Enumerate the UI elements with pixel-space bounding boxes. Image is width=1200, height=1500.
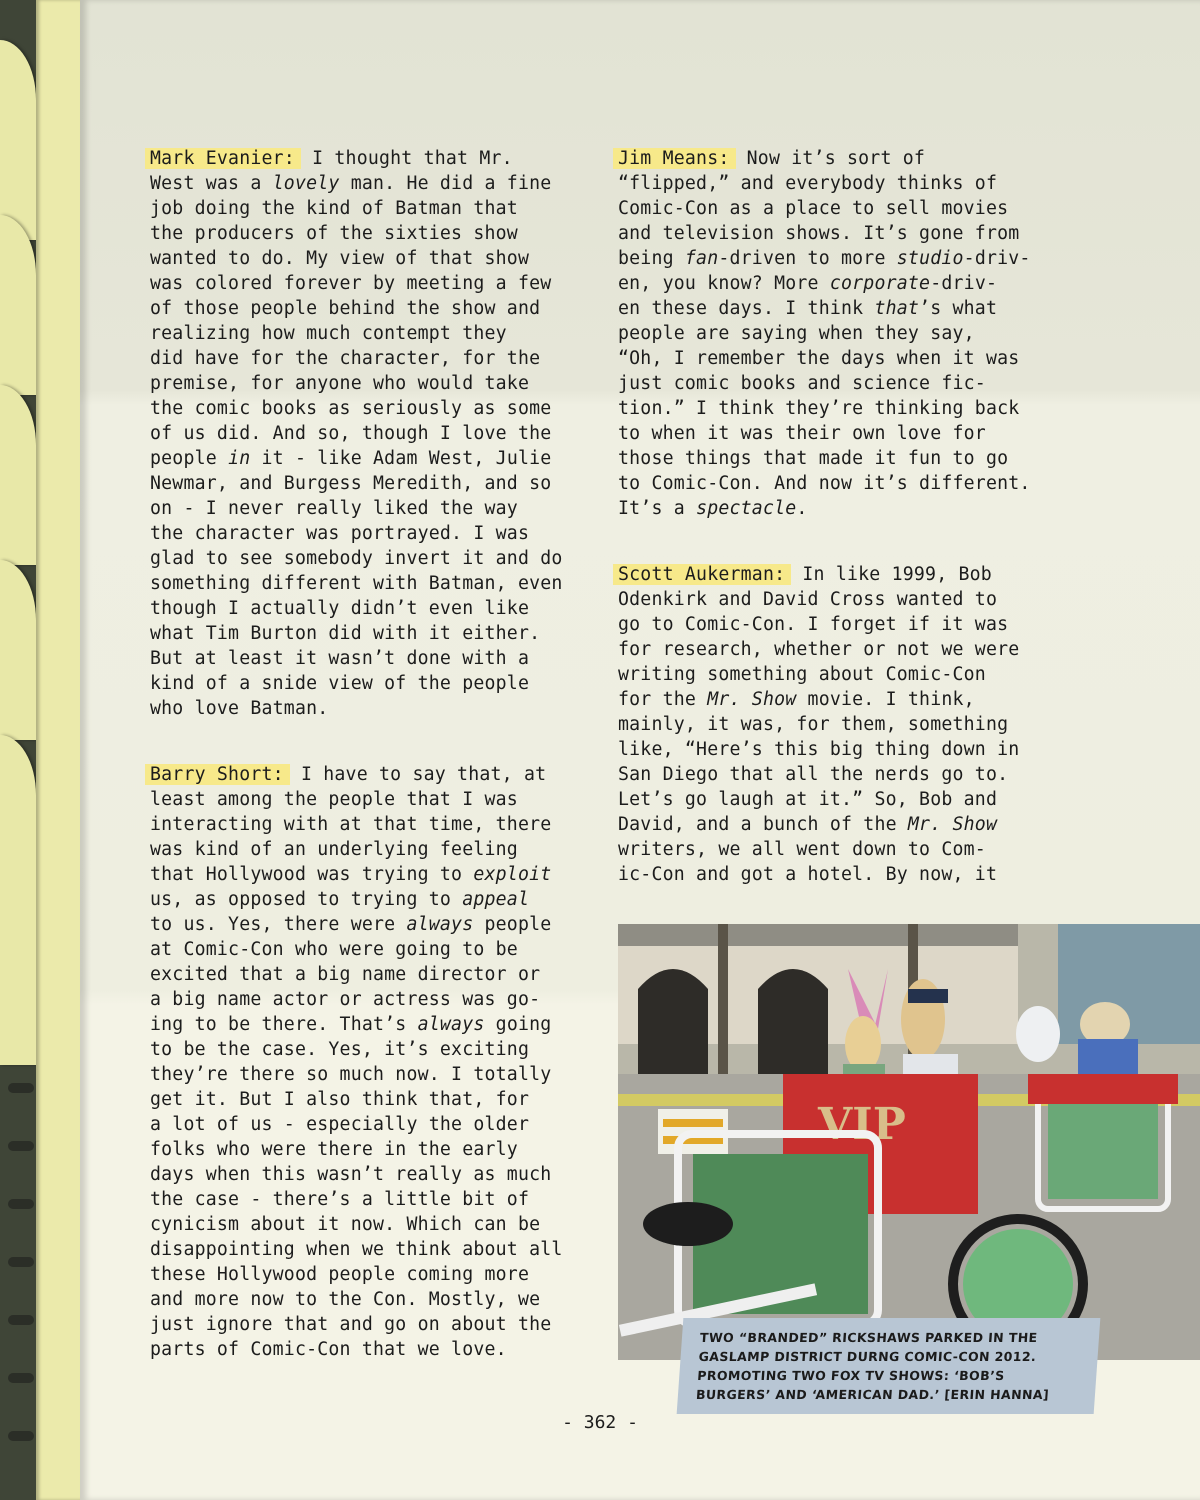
- text-line: glad to see somebody invert it and do: [150, 548, 563, 569]
- emphasis: Mr. Show: [907, 814, 998, 835]
- text-line: for research, whether or not we were: [618, 639, 1020, 660]
- binder-tab: [0, 560, 36, 740]
- text-line: job doing the kind of Batman that: [150, 198, 518, 219]
- text-line: a big name actor or actress was go-: [150, 989, 541, 1010]
- text-line: those things that made it fun to go: [618, 448, 1009, 469]
- quote-paragraph: [618, 562, 1068, 887]
- text-line: But at least it wasn’t done with a: [150, 648, 530, 669]
- text-line: was kind of an underlying feeling: [150, 839, 518, 860]
- binder-tab: [0, 735, 36, 1065]
- text-line: “flipped,” and everybody thinks of: [618, 173, 998, 194]
- text-line: people are saying when they say,: [618, 323, 975, 344]
- text-line: to when it was their own love for: [618, 423, 986, 444]
- text-line: for the Mr. Show movie. I think,: [618, 689, 975, 710]
- text-line: just comic books and science fic-: [618, 373, 986, 394]
- text-line: en, you know? More corporate-driv-: [618, 273, 998, 294]
- text-line: get it. But I also think that, for: [150, 1089, 530, 1110]
- left-column: [150, 146, 600, 1362]
- text-line: disappointing when we think about all: [150, 1239, 563, 1260]
- photo-illustration: [618, 924, 1200, 1360]
- text-line: to Comic-Con. And now it’s different.: [618, 473, 1031, 494]
- quote-paragraph: [150, 762, 600, 1362]
- text-line: Scott Aukerman: In like 1999, Bob: [618, 562, 1068, 587]
- text-line: Let’s go laugh at it.” So, Bob and: [618, 789, 998, 810]
- text-line: days when this wasn’t really as much: [150, 1164, 552, 1185]
- emphasis: in: [228, 448, 251, 469]
- emphasis: that: [874, 298, 920, 319]
- text-line: realizing how much contempt they: [150, 323, 507, 344]
- text-line: of us did. And so, though I love the: [150, 423, 552, 444]
- text-line: en these days. I think that’s what: [618, 298, 998, 319]
- text-line: San Diego that all the nerds go to.: [618, 764, 1009, 785]
- binder-ring: [8, 1083, 34, 1093]
- emphasis: studio: [896, 248, 964, 269]
- quote-paragraph: [150, 146, 600, 721]
- text-line: excited that a big name director or: [150, 964, 541, 985]
- emphasis: lovely: [272, 173, 340, 194]
- emphasis: always: [417, 1014, 485, 1035]
- binder-edge: [0, 0, 36, 1500]
- text-line: the character was portrayed. I was: [150, 523, 530, 544]
- quote-paragraph: [618, 146, 1068, 521]
- text-line: wanted to do. My view of that show: [150, 248, 530, 269]
- text-line: West was a lovely man. He did a fine: [150, 173, 552, 194]
- text-line: Barry Short: I have to say that, at: [150, 762, 600, 787]
- text-line: did have for the character, for the: [150, 348, 541, 369]
- text-line: what Tim Burton did with it either.: [150, 623, 541, 644]
- emphasis: fan: [684, 248, 719, 269]
- text-line: go to Comic-Con. I forget if it was: [618, 614, 1009, 635]
- emphasis: Mr. Show: [707, 689, 797, 710]
- text-line: It’s a spectacle.: [618, 498, 808, 519]
- page-number: - 362 -: [562, 1412, 638, 1433]
- text-line: to us. Yes, there were always people: [150, 914, 552, 935]
- binder-tab: [0, 40, 36, 240]
- text-line: premise, for anyone who would take: [150, 373, 530, 394]
- text-line: they’re there so much now. I totally: [150, 1064, 552, 1085]
- text-line: David, and a bunch of the Mr. Show: [618, 814, 998, 835]
- binder-ring: [8, 1141, 34, 1151]
- rickshaw-photo: [618, 924, 1200, 1360]
- text-line: kind of a snide view of the people: [150, 673, 530, 694]
- text-line: of those people behind the show and: [150, 298, 541, 319]
- text-line: and more now to the Con. Mostly, we: [150, 1289, 541, 1310]
- text-line: who love Batman.: [150, 698, 329, 719]
- binder-ring: [8, 1257, 34, 1267]
- right-column: [618, 146, 1068, 887]
- text-line: to be the case. Yes, it’s exciting: [150, 1039, 530, 1060]
- emphasis: exploit: [473, 864, 552, 885]
- text-line: ic-Con and got a hotel. By now, it: [618, 864, 998, 885]
- text-line: and television shows. It’s gone from: [618, 223, 1020, 244]
- text-line: writers, we all went down to Com-: [618, 839, 986, 860]
- text-line: us, as opposed to trying to appeal: [150, 889, 530, 910]
- text-line: like, “Here’s this big thing down in: [618, 739, 1020, 760]
- text-line: something different with Batman, even: [150, 573, 563, 594]
- emphasis: appeal: [462, 889, 530, 910]
- binder-ring: [8, 1199, 34, 1209]
- text-line: just ignore that and go on about the: [150, 1314, 552, 1335]
- text-line: Odenkirk and David Cross wanted to: [618, 589, 998, 610]
- text-line: was colored forever by meeting a few: [150, 273, 552, 294]
- binder-tab: [0, 385, 36, 565]
- photo-caption: TWO “BRANDED” RICKSHAWS PARKED IN THE GASLAMP DISTRICT DURNG COMIC-CON 2012. PROMOTING TWO FOX TV SHOWS: ‘BOB’S BURGERS’ AND ‘AMERICAN DAD.’ [ERIN HANNA]: [677, 1318, 1101, 1414]
- text-line: being fan-driven to more studio-driv-: [618, 248, 1031, 269]
- text-line: folks who were there in the early: [150, 1139, 518, 1160]
- text-line: Comic-Con as a place to sell movies: [618, 198, 1009, 219]
- text-line: cynicism about it now. Which can be: [150, 1214, 541, 1235]
- speaker-name: Mark Evanier:: [145, 148, 301, 169]
- text-line: Jim Means: Now it’s sort of: [618, 146, 1068, 171]
- text-line: people in it - like Adam West, Julie: [150, 448, 552, 469]
- text-line: a lot of us - especially the older: [150, 1114, 530, 1135]
- paragraph-gap: [618, 521, 1068, 562]
- vip-sign: VIP: [818, 1099, 906, 1150]
- text-line: least among the people that I was: [150, 789, 518, 810]
- binder-ring: [8, 1315, 34, 1325]
- text-line: ing to be there. That’s always going: [150, 1014, 552, 1035]
- speaker-name: Jim Means:: [613, 148, 736, 169]
- text-line: these Hollywood people coming more: [150, 1264, 530, 1285]
- paragraph-gap: [150, 721, 600, 762]
- text-line: though I actually didn’t even like: [150, 598, 530, 619]
- text-line: Mark Evanier: I thought that Mr.: [150, 146, 600, 171]
- binder-spine: [36, 0, 80, 1500]
- emphasis: spectacle: [696, 498, 797, 519]
- text-line: Newmar, and Burgess Meredith, and so: [150, 473, 552, 494]
- text-line: the comic books as seriously as some: [150, 398, 552, 419]
- speaker-name: Scott Aukerman:: [613, 564, 791, 585]
- text-line: the case - there’s a little bit of: [150, 1189, 530, 1210]
- text-line: writing something about Comic-Con: [618, 664, 986, 685]
- text-line: mainly, it was, for them, something: [618, 714, 1009, 735]
- text-line: parts of Comic-Con that we love.: [150, 1339, 507, 1360]
- emphasis: corporate: [829, 273, 931, 294]
- text-line: tion.” I think they’re thinking back: [618, 398, 1020, 419]
- text-line: at Comic-Con who were going to be: [150, 939, 518, 960]
- text-line: interacting with at that time, there: [150, 814, 552, 835]
- binder-tab: [0, 215, 36, 395]
- speaker-name: Barry Short:: [145, 764, 290, 785]
- text-line: that Hollywood was trying to exploit: [150, 864, 552, 885]
- binder-ring: [8, 1373, 34, 1383]
- emphasis: always: [406, 914, 474, 935]
- text-line: on - I never really liked the way: [150, 498, 518, 519]
- text-line: “Oh, I remember the days when it was: [618, 348, 1020, 369]
- text-line: the producers of the sixties show: [150, 223, 518, 244]
